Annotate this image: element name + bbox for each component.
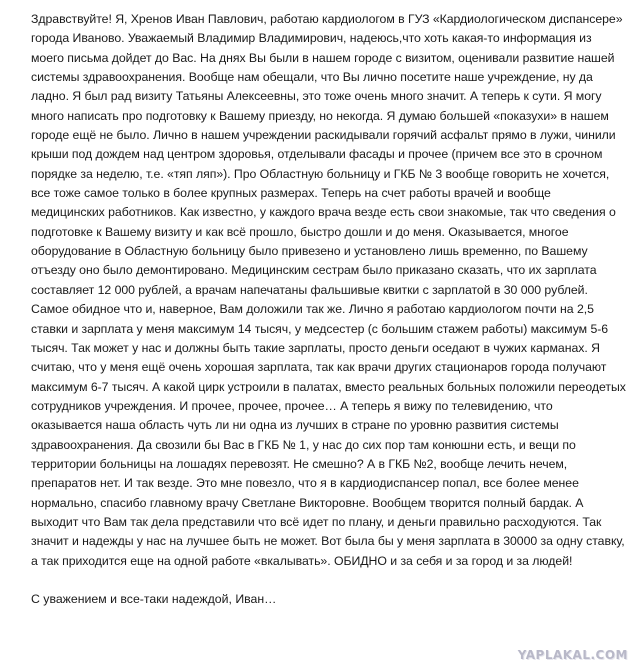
site-watermark: YAPLAKAL.COM (517, 648, 628, 662)
letter-signature: С уважением и все-таки надеждой, Иван… (31, 591, 277, 606)
letter-body: Здравствуйте! Я, Хренов Иван Павлович, работаю кардиологом в ГУЗ «Кардиологическом диспансере» города Иваново. Уважаемый Владимир Владимирович, надеюсь,что хоть какая-то информация из моего письма дойдет до Вас. На днях Вы были в нашем городе с визитом, оценивали развитие нашей системы здравоохранения. Вообще нам обещали, что Вы лично посетите наше учреждение, ну да ладно. Я был рад визиту Татьяны Алексеевны, это тоже очень много значит. А теперь к сути. Я могу много написать про подготовку к Вашему приезду, но некогда. Я думаю большей «показухи» в нашем городе ещё не было. Лично в нашем учреждении раскидывали горячий асфальт прямо в лужи, чинили крыши под дождем над центром здоровья, отделывали фасады и прочее (причем все это в срочном порядке за неделю, т.е. «тяп ляп»). Про Областную больницу и ГКБ № 3 вообще говорить не хочется, все тоже самое только в более крупных размерах. Теперь на счет работы врачей и вообще медицинских работников. Как известно, у каждого врача везде есть свои знакомые, так что сведения о подготовке к Вашему визиту и как всё прошло, быстро дошли и до меня. Оказывается, многое оборудование в Областную больницу было привезено и установлено лишь временно, по Вашему отъезду оно было демонтировано. Медицинским сестрам было приказано сказать, что их зарплата составляет 12 000 рублей, а врачам напечатаны фальшивые квитки с зарплатой в 30 000 рублей. Самое обидное что и, наверное, Вам доложили так же. Лично я работаю кардиологом почти на 2,5 ставки и зарплата у меня максимум 14 тысяч, у медсестер (с большим стажем работы) максимум 5-6 тысяч. Так может у нас и должны быть такие зарплаты, просто деньги оседают в чужих карманах. Я считаю, что у меня ещё очень хорошая зарплата, так как врачи других стационаров города получают максимум 6-7 тысяч. А какой цирк устроили в палатах, вместо реальных больных положили переодетых сотрудников учреждения. И прочее, прочее, прочее… А теперь я вижу по телевидению, что оказывается наша область чуть ли ни одна из лучших в стране по уровню развития системы здравоохранения. Да свозили бы Вас в ГКБ № 1, у нас до сих пор там конюшни есть, и вещи по территории больницы на лошадях перевозят. Не смешно? А в ГКБ №2, вообще лечить нечем, препаратов нет. И так везде. Это мне повезло, что я в кардиодиспансер попал, все более менее нормально, спасибо главному врачу Светлане Викторовне. Вообщем творится полный бардак. А выходит что Вам так дела представили что всё идет по плану, и деньги правильно расходуются. Так значит и надежды у нас на лучшее быть не может. Вот была бы у меня зарплата в 30000 за одну ставку, а так приходится еще на одной работе «вкалывать». ОБИДНО и за себя и за город и за людей! (31, 12, 626, 568)
